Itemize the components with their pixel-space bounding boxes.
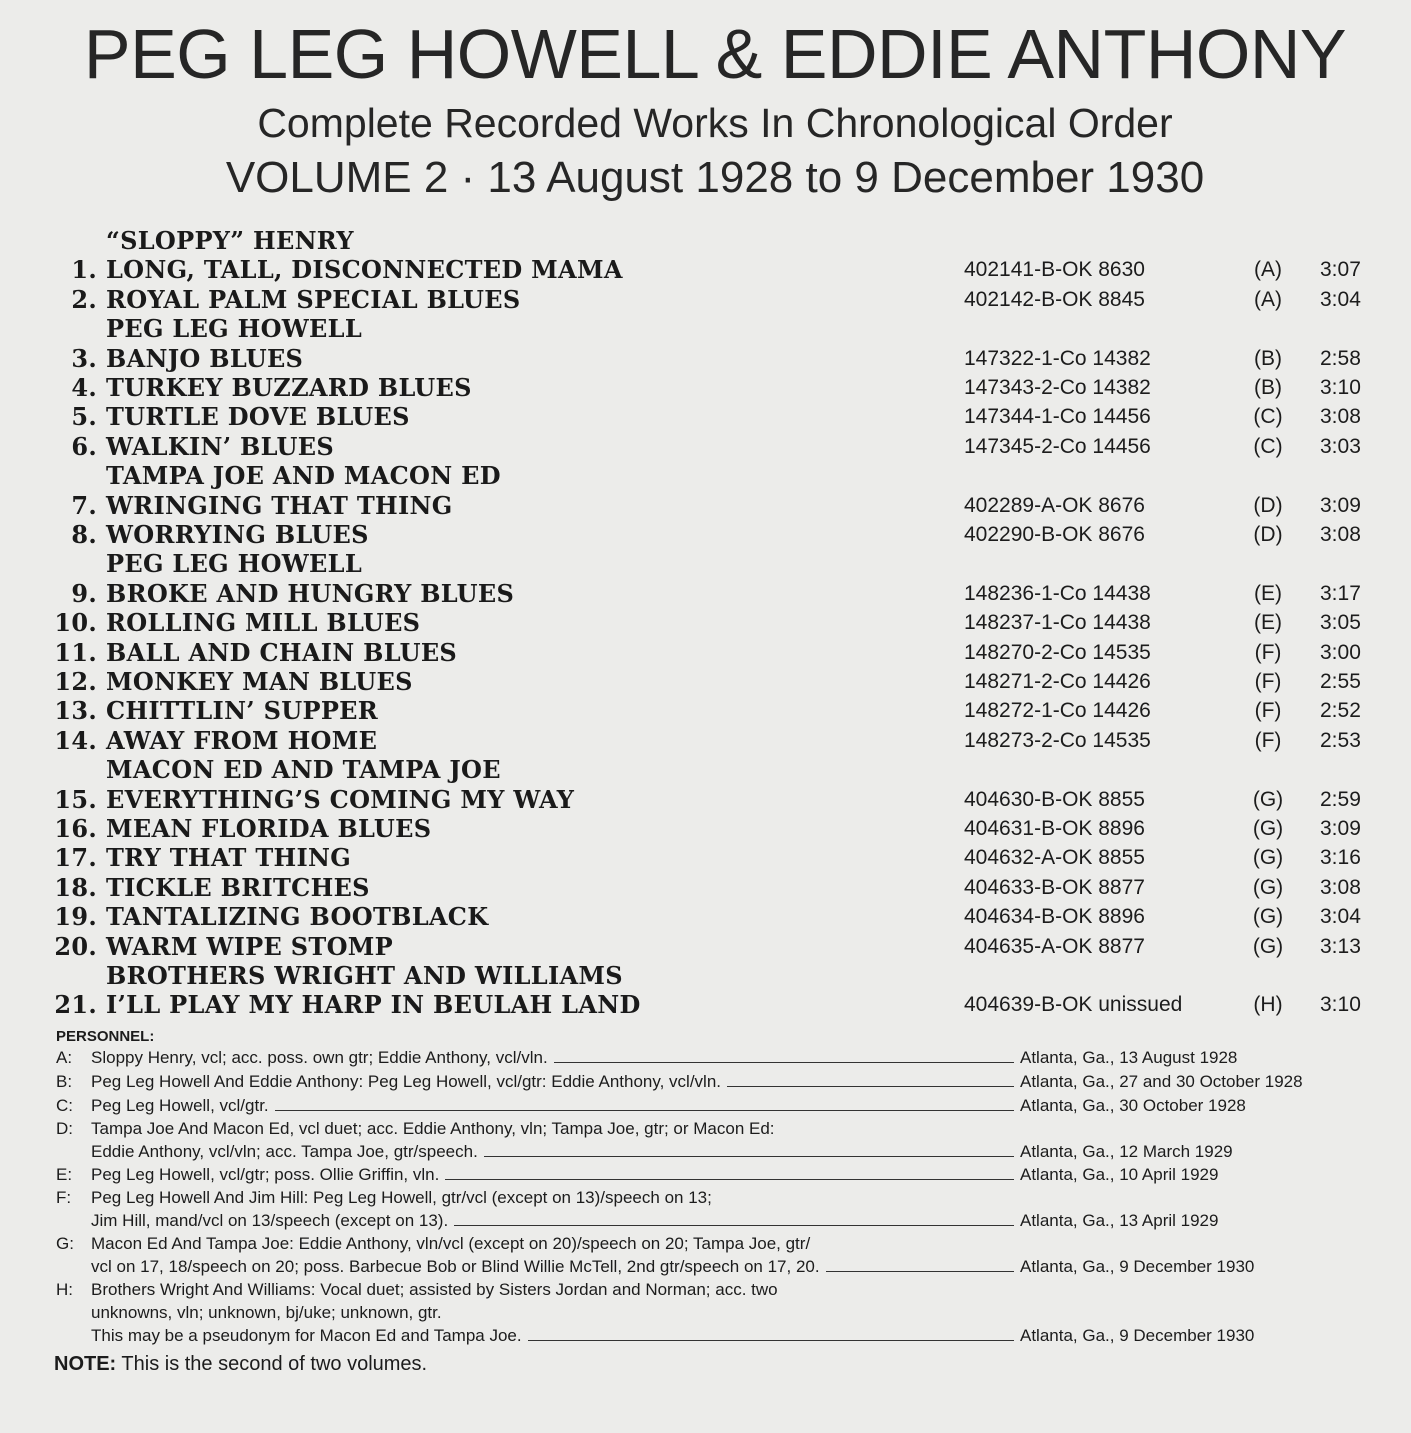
artist-heading [0,755,1411,785]
session-letter: C: [56,1096,73,1115]
personnel-text: Eddie Anthony, vcl/vln; acc. Tampa Joe, gtr/speech. [91,1142,478,1161]
matrix-number: 148237-1-Co 14438 [964,611,1151,635]
track-row [0,402,1411,432]
session-code: (C) [1253,405,1283,429]
matrix-number: 404639-B-OK unissued [964,993,1183,1017]
track-row [0,902,1411,932]
track-duration: 3:08 [1320,523,1361,546]
session-code: (G) [1252,846,1284,870]
track-title: ROYAL PALM SPECIAL BLUES [106,284,521,314]
session-letter: H: [56,1280,73,1299]
track-title: EVERYTHING’S COMING MY WAY [106,784,575,814]
matrix-number: 404633-B-OK 8877 [964,875,1145,899]
artist-heading [0,961,1411,991]
session-code: (D) [1253,523,1283,546]
session-letter: E: [56,1165,73,1184]
matrix-number: 147345-2-Co 14456 [964,434,1151,458]
track-duration: 3:04 [1320,287,1361,311]
track-duration: 2:53 [1320,728,1361,752]
album-title: PEG LEG HOWELL & EDDIE ANTHONY [83,15,1347,93]
track-row [0,843,1411,873]
track-title: WORRYING BLUES [106,520,369,549]
track-row [0,814,1411,844]
track-number: 12. [54,667,97,696]
track-duration: 2:58 [1320,346,1361,370]
track-row [0,344,1411,374]
track-title: WARM WIPE STOMP [106,931,393,961]
personnel-text: Peg Leg Howell And Jim Hill: Peg Leg Howell, gtr/vcl (except on 13)/speech on 13; [91,1188,712,1207]
track-duration: 3:08 [1320,405,1361,429]
matrix-number: 148270-2-Co 14535 [964,640,1151,664]
track-row [0,990,1411,1020]
session-location: Atlanta, Ga., 30 October 1928 [1020,1096,1246,1115]
session-code: (F) [1254,640,1282,664]
session-code: (G) [1252,787,1284,811]
note-label: NOTE: [54,1353,117,1375]
personnel-line [0,1234,1411,1256]
artist-heading [0,461,1411,491]
personnel-line [0,1048,1411,1070]
matrix-number: 148271-2-Co 14426 [964,670,1151,693]
album-subtitle: Complete Recorded Works In Chronological Order [257,100,1173,146]
personnel-text: Peg Leg Howell, vcl/gtr; poss. Ollie Griffin, vln. [91,1165,440,1184]
track-number: 2. [71,284,97,314]
session-code: (B) [1254,346,1282,370]
session-location: Atlanta, Ga., 13 August 1928 [1020,1048,1238,1067]
track-title: TANTALIZING BOOTBLACK [106,902,489,932]
session-code: (D) [1253,493,1283,517]
track-row [0,638,1411,668]
matrix-number: 404630-B-OK 8855 [964,787,1145,811]
session-code: (F) [1254,699,1282,723]
track-number: 1. [71,255,97,285]
track-number: 21. [54,990,97,1020]
track-duration: 3:13 [1320,934,1361,958]
session-letter: D: [56,1119,73,1138]
track-number: 9. [71,578,97,608]
track-title: WRINGING THAT THING [106,490,453,520]
track-duration: 3:03 [1320,434,1361,458]
track-duration: 3:17 [1320,581,1361,605]
personnel-heading: PERSONNEL: [56,1028,155,1045]
track-duration: 3:10 [1320,376,1361,399]
personnel-text: Macon Ed And Tampa Joe: Eddie Anthony, vln/vcl (except on 20)/speech on 20; Tampa Joe, gtr/ [91,1234,811,1253]
track-duration: 2:55 [1320,670,1361,693]
session-code: (G) [1252,934,1284,958]
artist-heading [0,549,1411,579]
track-row [0,373,1411,403]
track-number: 17. [54,843,97,873]
track-row [0,785,1411,815]
leader-line [826,1271,1014,1272]
session-location: Atlanta, Ga., 9 December 1930 [1020,1257,1255,1276]
session-code: (G) [1252,905,1284,929]
matrix-number: 402141-B-OK 8630 [964,258,1145,282]
track-row [0,255,1411,285]
matrix-number: 402290-B-OK 8676 [964,523,1145,546]
personnel-line [0,1072,1411,1094]
session-code: (F) [1254,670,1282,693]
track-row [0,432,1411,462]
artist-name: PEG LEG HOWELL [106,314,362,344]
personnel-line [0,1257,1411,1279]
track-title: CHITTLIN’ SUPPER [106,696,379,726]
track-title: MONKEY MAN BLUES [106,667,413,696]
track-row [0,579,1411,609]
track-row [0,932,1411,962]
session-location: Atlanta, Ga., 13 April 1929 [1020,1211,1219,1230]
matrix-number: 148273-2-Co 14535 [964,728,1151,752]
track-title: LONG, TALL, DISCONNECTED MAMA [106,255,623,285]
note-text: This is the second of two volumes. [116,1353,428,1375]
personnel-line [0,1096,1411,1118]
artist-heading [0,226,1411,256]
session-letter: A: [56,1048,73,1067]
personnel-line [0,1165,1411,1187]
matrix-number: 404632-A-OK 8855 [964,846,1145,870]
track-title: TRY THAT THING [106,843,352,873]
track-row [0,726,1411,756]
track-title: BANJO BLUES [106,343,304,373]
leader-line [445,1179,1014,1180]
track-title: MEAN FLORIDA BLUES [106,814,432,843]
matrix-number: 148236-1-Co 14438 [964,581,1151,605]
track-duration: 3:05 [1320,611,1361,635]
session-letter: F: [56,1188,72,1207]
matrix-number: 147343-2-Co 14382 [964,376,1151,399]
leader-line [554,1062,1014,1063]
personnel-line [0,1303,1411,1325]
artist-name: BROTHERS WRIGHT AND WILLIAMS [106,961,623,990]
session-letter: G: [56,1234,74,1253]
session-code: (A) [1254,258,1282,282]
personnel-text: Jim Hill, mand/vcl on 13/speech (except on 13). [91,1211,449,1230]
personnel-text: This may be a pseudonym for Macon Ed and Tampa Joe. [91,1326,522,1345]
track-number: 5. [71,402,97,432]
track-title: WALKIN’ BLUES [106,431,334,461]
note [54,1353,427,1376]
track-number: 4. [71,373,97,402]
track-number: 20. [54,931,97,961]
track-duration: 3:10 [1320,993,1361,1017]
track-row [0,608,1411,638]
artist-name: PEG LEG HOWELL [106,549,362,579]
track-title: ROLLING MILL BLUES [106,608,421,638]
session-location: Atlanta, Ga., 12 March 1929 [1020,1142,1233,1161]
track-title: I’LL PLAY MY HARP IN BEULAH LAND [106,990,641,1020]
personnel-text: Tampa Joe And Macon Ed, vcl duet; acc. Eddie Anthony, vln; Tampa Joe, gtr; or Macon Ed: [91,1119,775,1138]
personnel-line [0,1188,1411,1210]
track-number: 10. [54,608,97,638]
personnel-text: Sloppy Henry, vcl; acc. poss. own gtr; Eddie Anthony, vcl/vln. [91,1048,548,1067]
track-number: 6. [71,431,97,461]
track-row [0,520,1411,550]
leader-line [454,1225,1014,1226]
track-duration: 3:00 [1320,640,1361,664]
leader-line [484,1156,1014,1157]
volume-line: VOLUME 2 · 13 August 1928 to 9 December 1930 [225,153,1205,202]
track-title: BALL AND CHAIN BLUES [106,637,458,667]
artist-name: “SLOPPY” HENRY [106,226,354,255]
track-duration: 3:08 [1320,875,1361,899]
track-number: 15. [54,784,97,814]
track-number: 7. [71,490,97,520]
personnel-line [0,1326,1411,1348]
track-row [0,285,1411,315]
track-number: 11. [54,637,97,667]
session-code: (E) [1254,581,1282,605]
session-code: (G) [1252,817,1284,840]
matrix-number: 402289-A-OK 8676 [964,493,1145,517]
session-code: (F) [1254,728,1282,752]
artist-name: TAMPA JOE AND MACON ED [106,461,501,491]
session-location: Atlanta, Ga., 10 April 1929 [1020,1165,1219,1184]
track-number: 19. [54,902,97,932]
personnel-line [0,1280,1411,1302]
track-number: 8. [71,520,97,549]
session-location: Atlanta, Ga., 27 and 30 October 1928 [1020,1072,1303,1091]
matrix-number: 402142-B-OK 8845 [964,287,1145,311]
track-number: 18. [54,872,97,902]
track-row [0,873,1411,903]
track-duration: 3:07 [1320,258,1361,282]
track-title: TURKEY BUZZARD BLUES [106,373,472,402]
matrix-number: 404635-A-OK 8877 [964,934,1145,958]
track-number: 16. [54,814,97,843]
track-duration: 3:04 [1320,905,1361,929]
track-number: 3. [71,343,97,373]
personnel-text: vcl on 17, 18/speech on 20; poss. Barbecue Bob or Blind Willie McTell, 2nd gtr/speech on 17, 20. [91,1257,820,1276]
track-duration: 2:52 [1320,699,1361,723]
track-row [0,491,1411,521]
artist-name: MACON ED AND TAMPA JOE [106,755,501,785]
track-title: BROKE AND HUNGRY BLUES [106,578,515,608]
personnel-text: Peg Leg Howell And Eddie Anthony: Peg Leg Howell, vcl/gtr: Eddie Anthony, vcl/vln. [91,1072,722,1091]
personnel-line [0,1119,1411,1141]
track-duration: 2:59 [1320,787,1361,811]
track-title: TICKLE BRITCHES [106,872,370,902]
session-code: (E) [1254,611,1282,635]
session-code: (A) [1254,287,1282,311]
matrix-number: 148272-1-Co 14426 [964,699,1151,723]
personnel-line [0,1211,1411,1233]
session-code: (G) [1252,875,1284,899]
matrix-number: 404634-B-OK 8896 [964,905,1145,929]
track-number: 13. [54,696,97,726]
leader-line [528,1340,1014,1341]
track-duration: 3:09 [1320,493,1361,517]
artist-heading [0,314,1411,344]
matrix-number: 147322-1-Co 14382 [964,346,1151,370]
personnel-text: unknowns, vln; unknown, bj/uke; unknown, gtr. [91,1303,442,1322]
session-code: (B) [1254,376,1282,399]
leader-line [727,1086,1014,1087]
leader-line [275,1110,1014,1111]
session-location: Atlanta, Ga., 9 December 1930 [1020,1326,1255,1345]
session-code: (H) [1253,993,1283,1017]
track-title: AWAY FROM HOME [106,725,378,755]
track-number: 14. [54,725,97,755]
personnel-line [0,1142,1411,1164]
track-duration: 3:16 [1320,846,1361,870]
personnel-text: Peg Leg Howell, vcl/gtr. [91,1096,269,1115]
track-row [0,667,1411,697]
track-title: TURTLE DOVE BLUES [106,402,410,432]
session-code: (C) [1253,434,1283,458]
track-duration: 3:09 [1320,817,1361,840]
matrix-number: 404631-B-OK 8896 [964,817,1145,840]
matrix-number: 147344-1-Co 14456 [964,405,1151,429]
session-letter: B: [56,1072,73,1091]
track-row [0,696,1411,726]
personnel-text: Brothers Wright And Williams: Vocal duet; assisted by Sisters Jordan and Norman; acc. two [91,1280,778,1299]
